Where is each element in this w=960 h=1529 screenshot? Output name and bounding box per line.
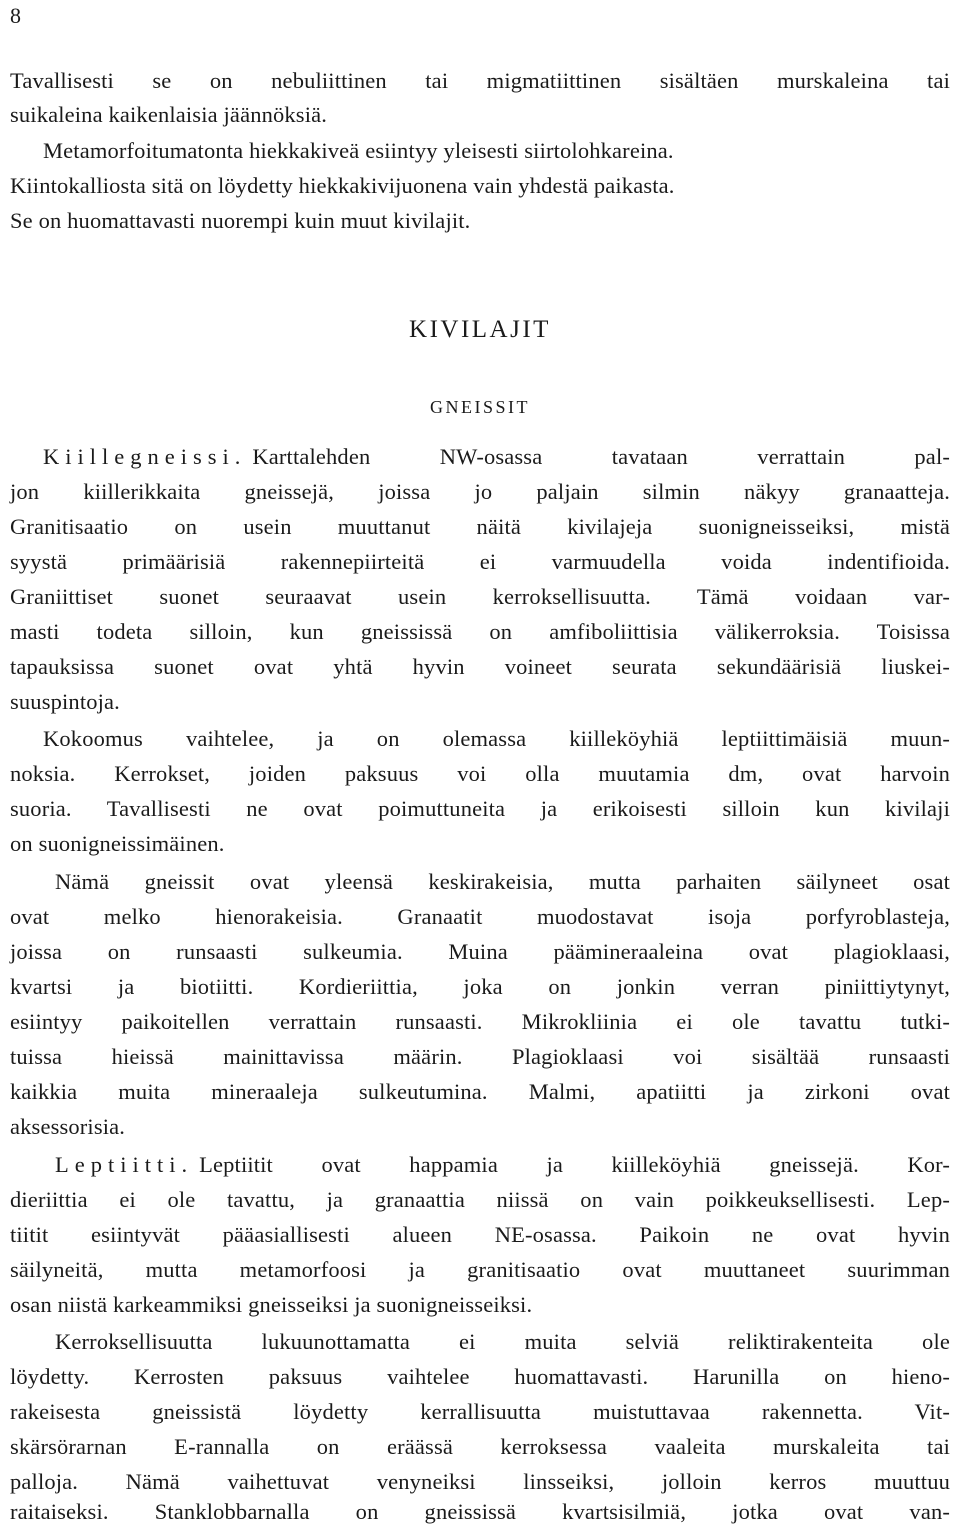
text-line: masti todeta silloin, kun gneississä on amfiboliittisia välikerroksia. Toisissa — [10, 619, 950, 644]
text-line: suuspintoja. — [10, 689, 120, 714]
text-line: Tavallisesti se on nebuliittinen tai migmatiittinen sisältäen murskaleina tai — [10, 68, 950, 93]
text-line: aksessorisia. — [10, 1114, 126, 1139]
term-leptiitti: Leptiitti. — [55, 1152, 194, 1177]
text-line: osan niistä karkeammiksi gneisseiksi ja suonigneisseiksi. — [10, 1292, 533, 1317]
term-kiillegneissi: Kiillegneissi. — [43, 444, 247, 469]
text-span: Leptiitit ovat happamia ja kiilleköyhiä gneissejä. Kor- — [199, 1152, 950, 1177]
text-line: syystä primäärisiä rakennepiirteitä ei varmuudella voida indentifioida. — [10, 549, 950, 574]
text-line: raitaiseksi. Stanklobbarnalla on gneississä kvartsisilmiä, jotka ovat van- — [10, 1499, 950, 1524]
text-line: Se on huomattavasti nuorempi kuin muut kivilajit. — [10, 208, 471, 233]
text-line: Kerroksellisuutta lukuunottamatta ei muita selviä reliktirakenteita ole — [55, 1329, 950, 1354]
text-line: tiitit esiintyvät pääasiallisesti alueen NE-osassa. Paikoin ne ovat hyvin — [10, 1222, 950, 1247]
text-line: tuissa hieissä mainittavissa määrin. Plagioklaasi voi sisältää runsaasti — [10, 1044, 950, 1069]
text-line: Metamorfoitumatonta hiekkakiveä esiintyy yleisesti siirtolohkareina. — [43, 138, 674, 163]
text-line: suoria. Tavallisesti ne ovat poimuttuneita ja erikoisesti silloin kun kivilaji — [10, 796, 950, 821]
text-line: noksia. Kerrokset, joiden paksuus voi olla muutamia dm, ovat harvoin — [10, 761, 950, 786]
text-line: dieriittia ei ole tavattu, ja granaattia niissä on vain poikkeuksellisesti. Lep- — [10, 1187, 950, 1212]
text-line: Graniittiset suonet seuraavat usein kerroksellisuutta. Tämä voidaan var- — [10, 584, 950, 609]
subsection-heading: GNEISSIT — [430, 397, 530, 417]
text-line: kaikkia muita mineraaleja sulkeutumina. Malmi, apatiitti ja zirkoni ovat — [10, 1079, 950, 1104]
text-line: tapauksissa suonet ovat yhtä hyvin voineet seurata sekundäärisiä liuskei- — [10, 654, 950, 679]
text-line: joissa on runsaasti sulkeumia. Muina päämineraaleina ovat plagioklaasi, — [10, 939, 950, 964]
section-heading: KIVILAJIT — [409, 316, 551, 343]
text-line: esiintyy paikoitellen verrattain runsaasti. Mikrokliinia ei ole tavattu tutki- — [10, 1009, 950, 1034]
text-line: palloja. Nämä vaihettuvat venyneiksi linsseiksi, jolloin kerros muuttuu — [10, 1469, 950, 1494]
text-line: Kiintokalliosta sitä on löydetty hiekkakivijuonena vain yhdestä paikasta. — [10, 173, 675, 198]
text-line: on suonigneissimäinen. — [10, 831, 225, 856]
text-line: Granitisaatio on usein muuttanut näitä kivilajeja suonigneisseiksi, mistä — [10, 514, 950, 539]
text-line — [55, 1148, 950, 1182]
text-line: Nämä gneissit ovat yleensä keskirakeisia, mutta parhaiten säilyneet osat — [55, 869, 950, 894]
text-line: skärsörarnan E-rannalla on eräässä kerroksessa vaaleita murskaleita tai — [10, 1434, 950, 1459]
text-line: jon kiillerikkaita gneissejä, joissa jo paljain silmin näkyy granaatteja. — [10, 479, 950, 504]
text-line: kvartsi ja biotiitti. Kordieriittia, joka on jonkin verran piniittiytynyt, — [10, 974, 950, 999]
text-line: säilyneitä, mutta metamorfoosi ja granitisaatio ovat muuttaneet suurimman — [10, 1257, 950, 1282]
text-line: Kokoomus vaihtelee, ja on olemassa kiilleköyhiä leptiittimäisiä muun- — [43, 726, 950, 751]
text-line — [43, 440, 950, 474]
text-line: rakeisesta gneissistä löydetty kerrallisuutta muistuttavaa rakennetta. Vit- — [10, 1399, 950, 1424]
page-number: 8 — [10, 3, 22, 28]
text-line: löydetty. Kerrosten paksuus vaihtelee huomattavasti. Harunilla on hieno- — [10, 1364, 950, 1389]
text-span: Karttalehden NW-osassa tavataan verrattain pal- — [252, 444, 950, 469]
text-line: ovat melko hienorakeisia. Granaatit muodostavat isoja porfyroblasteja, — [10, 904, 950, 929]
text-line: suikaleina kaikenlaisia jäännöksiä. — [10, 102, 328, 127]
